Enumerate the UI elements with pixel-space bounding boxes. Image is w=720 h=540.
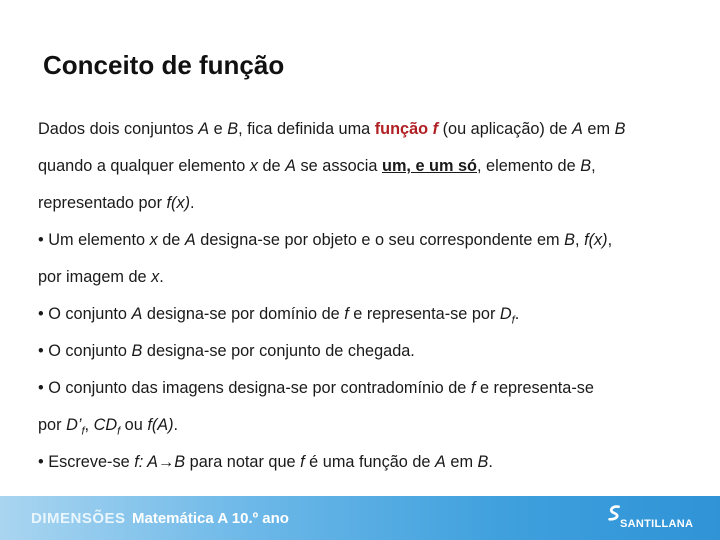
page-title: Conceito de função — [43, 50, 285, 80]
bullet-chegada — [38, 333, 710, 370]
text: . — [173, 416, 179, 434]
text: B — [227, 120, 239, 138]
bullet-dominio — [38, 296, 710, 333]
text: x — [151, 268, 160, 286]
text: , elemento de — [477, 157, 581, 175]
text: de — [257, 157, 286, 175]
paragraph-definition-1 — [38, 111, 710, 148]
text: f(x) — [166, 194, 191, 212]
text: • Um elemento — [38, 231, 150, 249]
text: A — [184, 231, 196, 249]
bullet-objeto — [38, 222, 710, 259]
text: • Escreve-se — [38, 453, 135, 471]
text: . — [488, 453, 493, 471]
bullet-notacao — [38, 444, 710, 481]
underlined-emphasis: um, e um só — [382, 157, 477, 175]
bullet-contradominio — [38, 370, 710, 407]
text: . — [190, 194, 195, 212]
text: f — [117, 425, 121, 438]
text: , — [575, 231, 585, 249]
text: B — [131, 342, 143, 360]
text: e representa-se — [475, 379, 594, 397]
bullet-objeto-cont — [38, 259, 710, 296]
publisher-name: SANTILLANA — [620, 518, 694, 530]
text: . — [159, 268, 164, 286]
text: CD — [93, 416, 118, 434]
text: A — [285, 157, 297, 175]
text: é uma função de — [304, 453, 435, 471]
text: representado por — [38, 194, 167, 212]
text: em — [582, 120, 615, 138]
text: por imagem de — [38, 268, 152, 286]
text: f — [81, 425, 85, 438]
publisher-logo — [602, 504, 712, 534]
text: f(A) — [147, 416, 174, 434]
text: e — [209, 120, 228, 138]
text: D — [499, 305, 512, 323]
text: B — [477, 453, 489, 471]
text: A — [198, 120, 210, 138]
text: A — [131, 305, 143, 323]
text: • O conjunto — [38, 342, 132, 360]
text: por — [38, 416, 67, 434]
text: A — [435, 453, 446, 471]
text: f — [300, 453, 305, 471]
text: f — [344, 305, 349, 323]
text: ou — [120, 416, 148, 434]
text: x — [249, 157, 258, 175]
footer-subject: Matemática A 10.º ano — [132, 510, 289, 527]
text: , — [591, 157, 596, 175]
text: • O conjunto — [38, 305, 132, 323]
text: se associa — [296, 157, 382, 175]
bullet-contradominio-cont — [38, 407, 710, 444]
text: f — [511, 314, 515, 327]
text: B — [614, 120, 626, 138]
text: x — [149, 231, 158, 249]
paragraph-definition-2 — [38, 148, 710, 185]
text: , — [84, 416, 94, 434]
footer-brand: DIMENSÕES — [31, 510, 126, 527]
text: D’ — [66, 416, 82, 434]
text: de — [157, 231, 185, 249]
text: B — [564, 231, 576, 249]
text: designa-se por objeto e o seu correspondente em — [195, 231, 565, 249]
highlight-funcao: função f — [374, 120, 439, 138]
text: quando a qualquer elemento — [38, 157, 250, 175]
text: f — [470, 379, 476, 397]
text: designa-se por domínio de — [142, 305, 345, 323]
footer-band — [0, 496, 720, 540]
text: e representa-se por — [348, 305, 500, 323]
text: para notar que — [185, 453, 301, 471]
text: f: A→B — [134, 453, 186, 471]
text: designa-se por conjunto de chegada. — [142, 342, 415, 360]
text: • O conjunto das imagens designa-se por contradomínio de — [38, 379, 471, 397]
text: , — [607, 231, 613, 249]
content-body — [38, 111, 710, 481]
text: (ou aplicação) de — [438, 120, 573, 138]
text: . — [514, 305, 520, 323]
text: f(x) — [584, 231, 608, 249]
text: Dados dois conjuntos — [38, 120, 199, 138]
text: B — [580, 157, 592, 175]
text: em — [445, 453, 478, 471]
text: , fica definida uma — [238, 120, 375, 138]
text: A — [572, 120, 583, 138]
paragraph-definition-3 — [38, 185, 710, 222]
